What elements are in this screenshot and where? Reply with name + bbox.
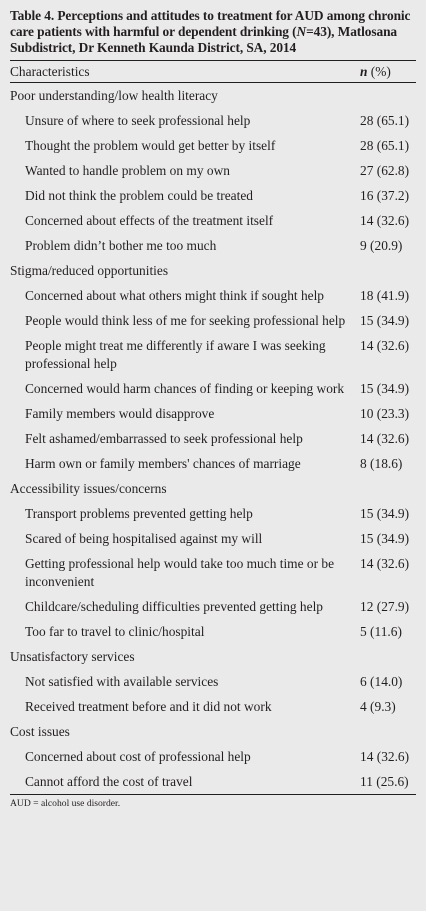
row-value: 15 (34.9) bbox=[360, 506, 410, 521]
table-row bbox=[10, 376, 416, 401]
row-value: 6 (14.0) bbox=[360, 674, 403, 689]
table-row bbox=[10, 108, 416, 133]
category-label: Cost issues bbox=[10, 724, 70, 739]
row-value: 12 (27.9) bbox=[360, 599, 410, 614]
row-value: 9 (20.9) bbox=[360, 238, 403, 253]
row-label: People might treat me differently if aware I was seeking professional help bbox=[25, 338, 326, 371]
row-label: Received treatment before and it did not work bbox=[25, 699, 272, 714]
header-pct: (%) bbox=[367, 64, 391, 79]
table-row bbox=[10, 451, 416, 476]
header-characteristics: Characteristics bbox=[10, 64, 90, 79]
row-value: 14 (32.6) bbox=[360, 749, 410, 764]
table-body bbox=[10, 83, 416, 794]
table-row bbox=[10, 669, 416, 694]
table-row bbox=[10, 133, 416, 158]
row-label: Getting professional help would take too much time or be inconvenient bbox=[25, 556, 335, 589]
table-row bbox=[10, 551, 416, 594]
table-row bbox=[10, 744, 416, 769]
header-n: n bbox=[360, 64, 368, 79]
table-row bbox=[10, 619, 416, 644]
table-row bbox=[10, 694, 416, 719]
category-row bbox=[10, 83, 416, 108]
table-header bbox=[10, 61, 416, 82]
row-value: 11 (25.6) bbox=[360, 774, 409, 789]
row-label: Problem didn’t bother me too much bbox=[25, 238, 217, 253]
table-row bbox=[10, 183, 416, 208]
row-label: Thought the problem would get better by itself bbox=[25, 138, 276, 153]
table-row bbox=[10, 333, 416, 376]
row-label: Scared of being hospitalised against my will bbox=[25, 531, 263, 546]
row-label: Not satisfied with available services bbox=[25, 674, 219, 689]
table-row bbox=[10, 594, 416, 619]
row-label: Felt ashamed/embarrassed to seek professional help bbox=[25, 431, 303, 446]
row-value bbox=[360, 648, 416, 666]
category-row bbox=[10, 644, 416, 669]
row-value bbox=[360, 723, 416, 741]
row-value: 15 (34.9) bbox=[360, 531, 410, 546]
row-label: Transport problems prevented getting help bbox=[25, 506, 253, 521]
category-row bbox=[10, 719, 416, 744]
category-label: Unsatisfactory services bbox=[10, 649, 135, 664]
row-label: Too far to travel to clinic/hospital bbox=[25, 624, 205, 639]
table-row bbox=[10, 308, 416, 333]
row-label: Unsure of where to seek professional help bbox=[25, 113, 251, 128]
row-label: Concerned about effects of the treatment itself bbox=[25, 213, 274, 228]
row-value: 14 (32.6) bbox=[360, 431, 410, 446]
table-row bbox=[10, 426, 416, 451]
row-label: Did not think the problem could be treated bbox=[25, 188, 253, 203]
row-value: 5 (11.6) bbox=[360, 624, 402, 639]
row-value: 15 (34.9) bbox=[360, 381, 410, 396]
row-label: People would think less of me for seeking professional help bbox=[25, 313, 346, 328]
category-label: Accessibility issues/concerns bbox=[10, 481, 167, 496]
row-value bbox=[360, 480, 416, 498]
table-row bbox=[10, 401, 416, 426]
row-value bbox=[360, 262, 416, 280]
table-row bbox=[10, 158, 416, 183]
table-row bbox=[10, 501, 416, 526]
table-row bbox=[10, 769, 416, 794]
row-value: 4 (9.3) bbox=[360, 699, 396, 714]
category-row bbox=[10, 476, 416, 501]
table-row bbox=[10, 208, 416, 233]
row-value: 18 (41.9) bbox=[360, 288, 410, 303]
row-value: 8 (18.6) bbox=[360, 456, 403, 471]
row-value bbox=[360, 87, 416, 105]
row-value: 15 (34.9) bbox=[360, 313, 410, 328]
row-value: 10 (23.3) bbox=[360, 406, 410, 421]
row-label: Family members would disapprove bbox=[25, 406, 215, 421]
row-value: 14 (32.6) bbox=[360, 213, 410, 228]
header-n-pct bbox=[360, 61, 416, 82]
caption-text: Table 4. Perceptions and attitudes to treatment for AUD among chronic care patients with harmful or dependent drinking ( bbox=[10, 8, 411, 39]
table-row bbox=[10, 526, 416, 551]
category-label: Poor understanding/low health literacy bbox=[10, 88, 218, 103]
row-value: 28 (65.1) bbox=[360, 113, 410, 128]
row-label: Wanted to handle problem on my own bbox=[25, 163, 230, 178]
row-label: Cannot afford the cost of travel bbox=[25, 774, 193, 789]
table-row bbox=[10, 283, 416, 308]
table-caption bbox=[10, 8, 416, 56]
row-label: Childcare/scheduling difficulties prevented getting help bbox=[25, 599, 323, 614]
caption-text-rest: =43), Matlosana Subdistrict, Dr Kenneth Kaunda District, SA, 2014 bbox=[10, 24, 398, 55]
caption-n: N bbox=[296, 24, 307, 39]
row-value: 14 (32.6) bbox=[360, 338, 410, 353]
row-label: Concerned would harm chances of finding or keeping work bbox=[25, 381, 345, 396]
row-label: Concerned about cost of professional help bbox=[25, 749, 251, 764]
category-row bbox=[10, 258, 416, 283]
row-value: 14 (32.6) bbox=[360, 556, 410, 571]
category-label: Stigma/reduced opportunities bbox=[10, 263, 169, 278]
row-label: Harm own or family members' chances of marriage bbox=[25, 456, 301, 471]
bottom-rule bbox=[10, 794, 416, 795]
table-row bbox=[10, 233, 416, 258]
row-value: 28 (65.1) bbox=[360, 138, 410, 153]
row-value: 16 (37.2) bbox=[360, 188, 410, 203]
row-value: 27 (62.8) bbox=[360, 163, 410, 178]
row-label: Concerned about what others might think if sought help bbox=[25, 288, 325, 303]
table-footnote: AUD = alcohol use disorder. bbox=[10, 798, 121, 809]
